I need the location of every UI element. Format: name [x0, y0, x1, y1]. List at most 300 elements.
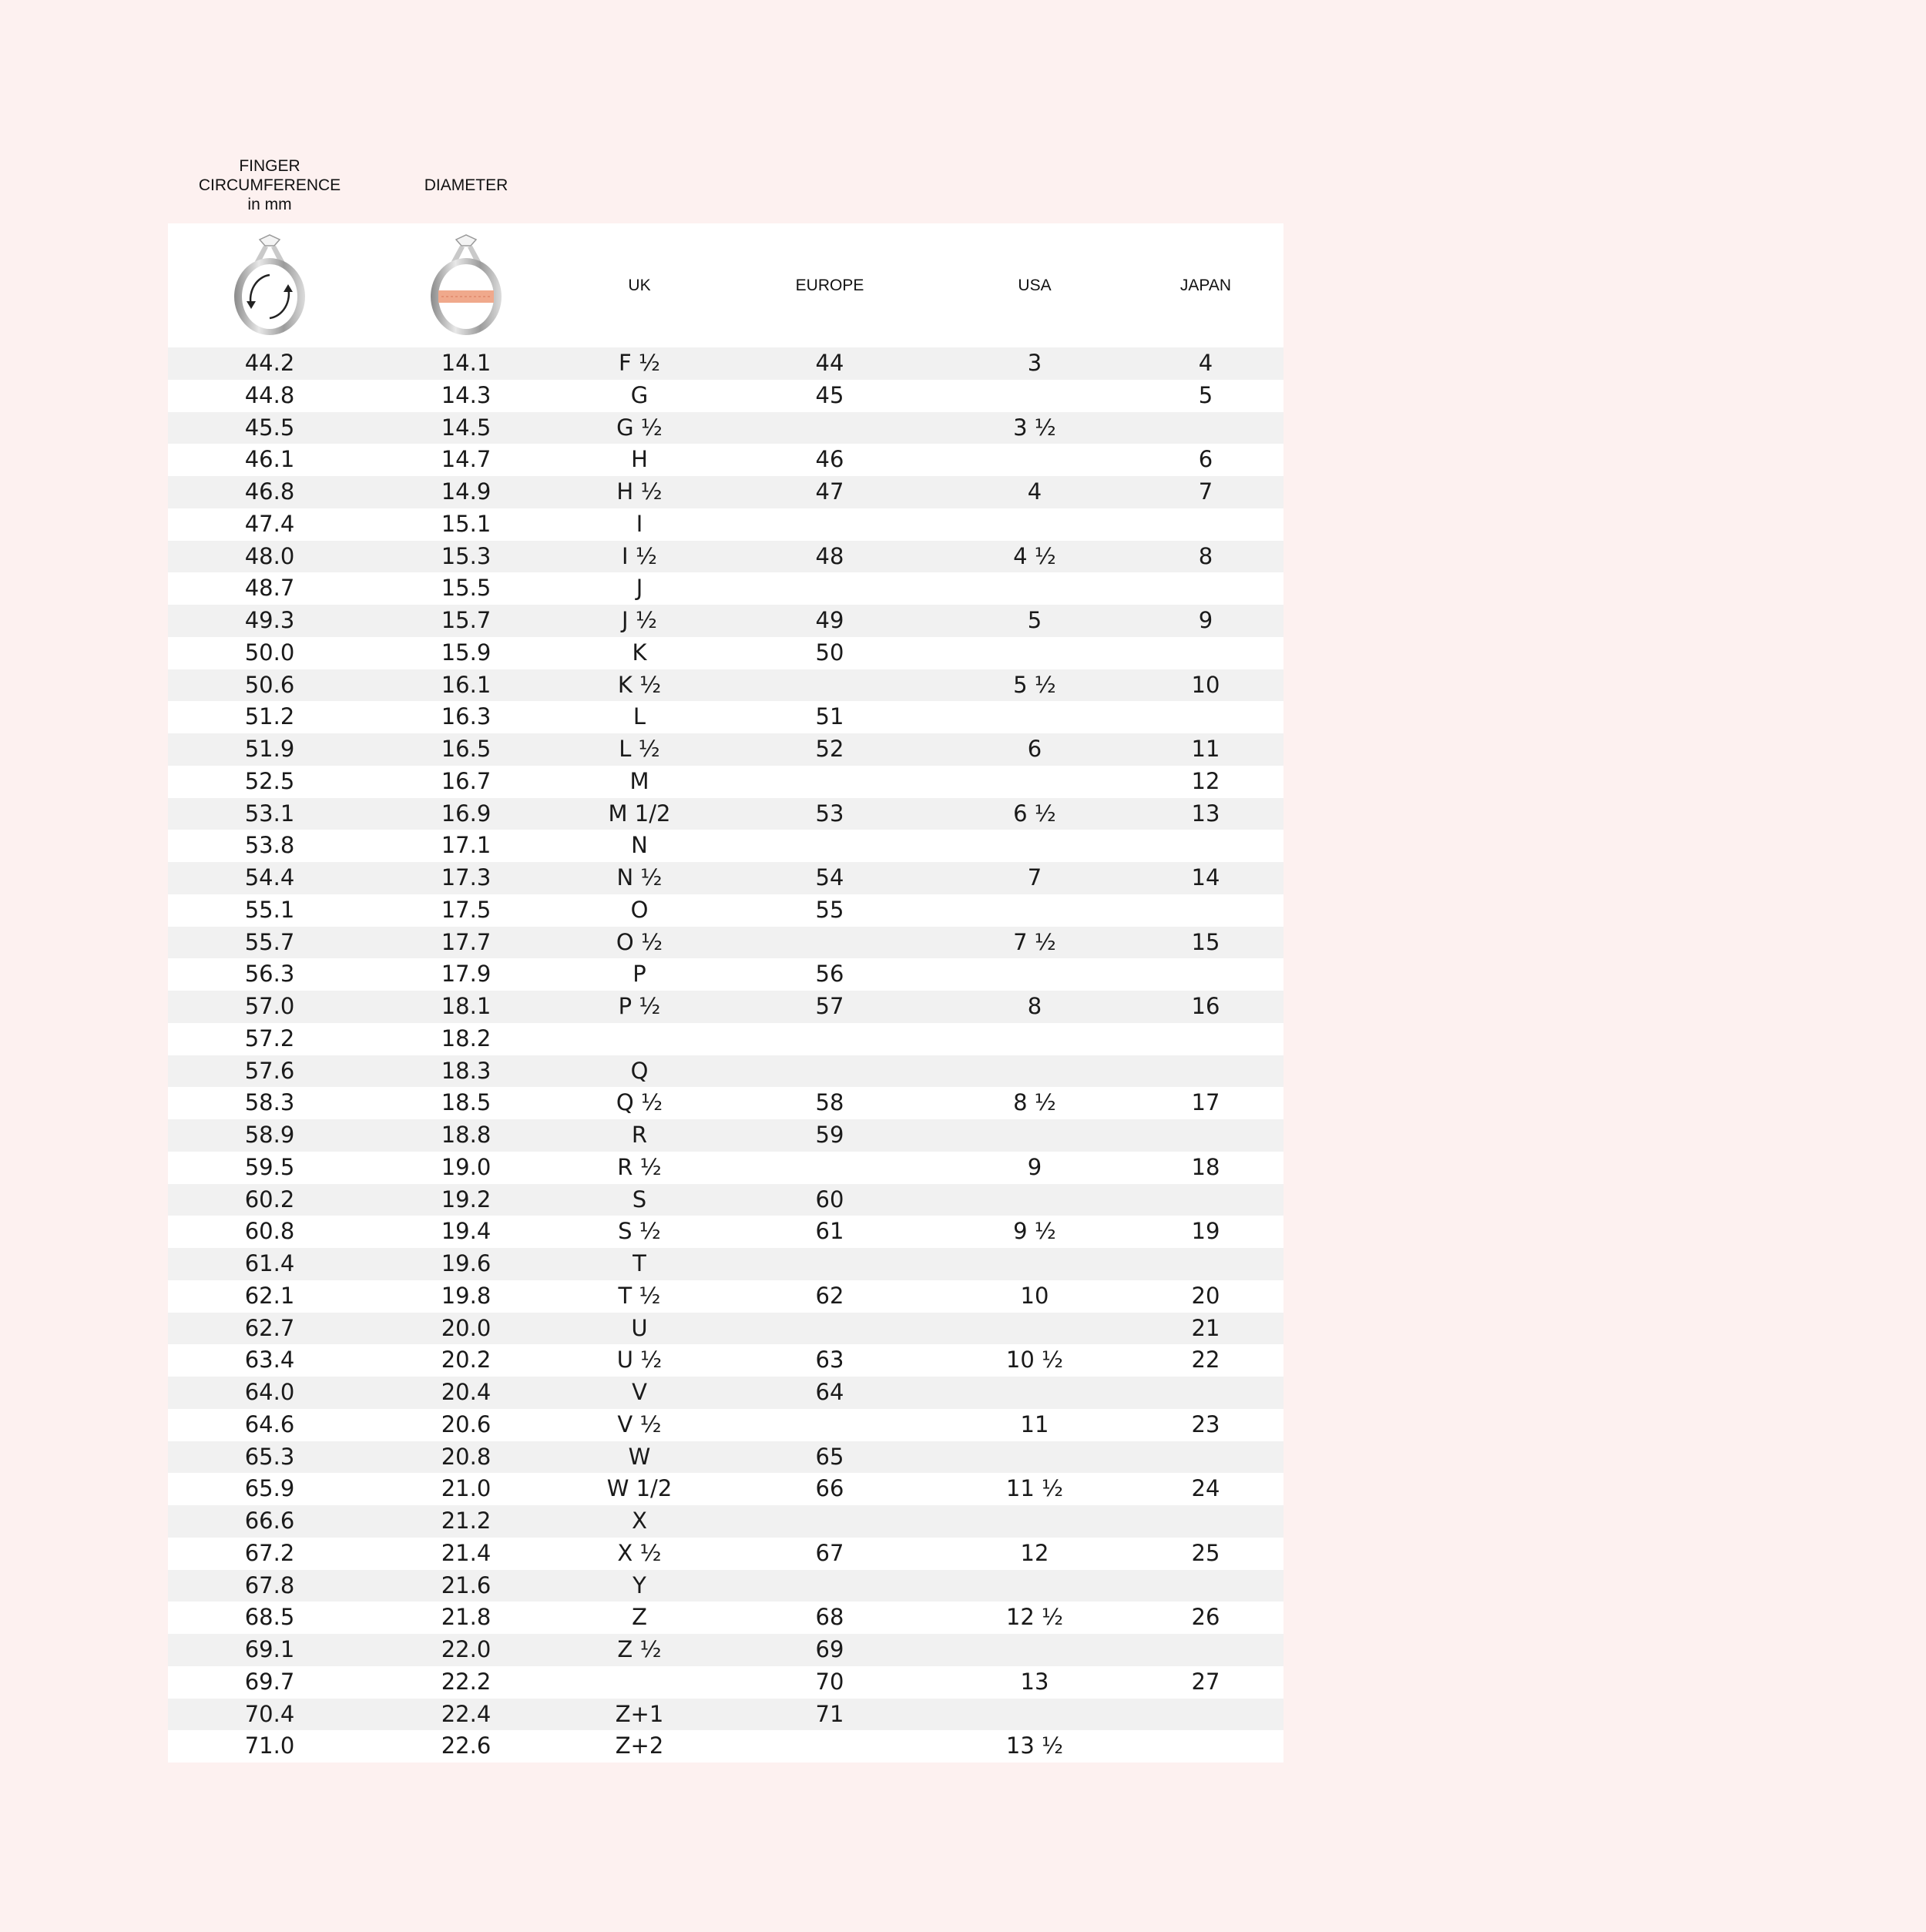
- uk-cell: Q ½: [616, 1089, 663, 1116]
- diameter-cell: 15.5: [441, 575, 492, 602]
- europe-cell: [718, 1023, 941, 1055]
- usa-cell: 5 ½: [1013, 671, 1056, 698]
- usa-cell: 11 ½: [1005, 1475, 1064, 1502]
- japan-cell: [1128, 637, 1283, 669]
- japan-cell: 4: [1198, 350, 1213, 376]
- table-row: [168, 412, 1283, 444]
- europe-cell: [718, 1152, 941, 1184]
- usa-cell: [941, 830, 1128, 862]
- diameter-cell: 14.3: [441, 381, 492, 408]
- uk-cell: S ½: [618, 1218, 661, 1245]
- japan-cell: 16: [1191, 993, 1220, 1019]
- uk-cell: T ½: [618, 1282, 661, 1309]
- europe-cell: 54: [815, 864, 844, 891]
- usa-cell: 5: [1027, 607, 1042, 633]
- uk-cell: Y: [632, 1571, 646, 1598]
- europe-cell: 53: [815, 800, 844, 827]
- diameter-cell: 21.0: [441, 1475, 492, 1502]
- europe-cell: 57: [815, 993, 844, 1019]
- europe-cell: 45: [815, 381, 844, 408]
- table-row: [168, 1248, 1283, 1280]
- europe-cell: [718, 830, 941, 862]
- diameter-cell: 16.7: [441, 767, 492, 794]
- uk-cell: L: [632, 703, 646, 730]
- diameter-cell: 18.2: [441, 1025, 492, 1052]
- uk-cell: V: [632, 1379, 647, 1405]
- uk-cell: Q: [630, 1057, 649, 1084]
- europe-cell: [718, 1570, 941, 1602]
- circumference-cell: 65.3: [244, 1443, 295, 1470]
- circumference-cell: 46.1: [244, 446, 295, 473]
- uk-cell: J: [636, 575, 643, 602]
- diameter-cell: 15.1: [441, 510, 492, 537]
- europe-cell: 66: [815, 1475, 844, 1502]
- usa-cell: [941, 1570, 1128, 1602]
- table-row: [168, 1699, 1283, 1731]
- japan-cell: 6: [1198, 446, 1213, 473]
- uk-cell: [561, 1023, 718, 1055]
- table-row: [168, 1441, 1283, 1474]
- japan-cell: [1128, 701, 1283, 733]
- uk-cell: W: [628, 1443, 651, 1470]
- circumference-cell: 57.6: [244, 1057, 295, 1084]
- diameter-cell: 21.8: [441, 1604, 492, 1631]
- circumference-cell: 64.0: [244, 1379, 295, 1405]
- europe-cell: 61: [815, 1218, 844, 1245]
- circumference-cell: 59.5: [244, 1153, 295, 1180]
- uk-cell: Z: [632, 1604, 647, 1631]
- europe-cell: 62: [815, 1282, 844, 1309]
- table-row: [168, 1409, 1283, 1441]
- circumference-cell: 70.4: [244, 1700, 295, 1727]
- circumference-cell: 71.0: [244, 1732, 295, 1759]
- table-row: [168, 830, 1283, 862]
- uk-cell: X: [632, 1508, 647, 1534]
- circumference-cell: 64.6: [244, 1410, 295, 1437]
- circumference-cell: 62.1: [244, 1282, 295, 1309]
- europe-cell: 63: [815, 1347, 844, 1374]
- table-row: [168, 927, 1283, 959]
- circumference-cell: 55.1: [244, 896, 295, 923]
- circumference-cell: 50.6: [244, 671, 295, 698]
- table-row: [168, 701, 1283, 733]
- europe-cell: 49: [815, 607, 844, 633]
- table-row: [168, 1119, 1283, 1152]
- uk-cell: V ½: [617, 1410, 662, 1437]
- circumference-cell: 69.7: [244, 1668, 295, 1695]
- diameter-cell: 20.8: [441, 1443, 492, 1470]
- usa-cell: 3 ½: [1013, 414, 1056, 441]
- europe-cell: 52: [815, 736, 844, 762]
- europe-cell: 69: [815, 1636, 844, 1662]
- circumference-cell: 48.7: [244, 575, 295, 602]
- diameter-cell: 20.4: [441, 1379, 492, 1405]
- table-row: [168, 1023, 1283, 1055]
- japan-cell: [1128, 1505, 1283, 1538]
- diameter-cell: 18.3: [441, 1057, 492, 1084]
- japan-cell: 25: [1191, 1539, 1220, 1566]
- table-row: [168, 958, 1283, 991]
- japan-cell: [1128, 1441, 1283, 1474]
- circumference-cell: 47.4: [244, 510, 295, 537]
- europe-cell: [718, 1055, 941, 1088]
- usa-cell: 8: [1027, 993, 1042, 1019]
- table-row: [168, 1505, 1283, 1538]
- table-row: [168, 862, 1283, 894]
- diameter-cell: 19.4: [441, 1218, 492, 1245]
- circumference-cell: 48.0: [244, 542, 295, 569]
- diameter-cell: 17.5: [441, 896, 492, 923]
- ring-diameter-icon: [420, 232, 512, 340]
- europe-cell: 65: [815, 1443, 844, 1470]
- uk-cell: H: [631, 446, 648, 473]
- usa-cell: 8 ½: [1013, 1089, 1056, 1116]
- table-body: [168, 347, 1283, 1763]
- europe-cell: 46: [815, 446, 844, 473]
- japan-cell: 19: [1191, 1218, 1220, 1245]
- usa-cell: 11: [1020, 1410, 1049, 1437]
- circumference-cell: 66.6: [244, 1508, 295, 1534]
- usa-cell: [941, 1377, 1128, 1409]
- uk-cell: G: [630, 381, 649, 408]
- uk-header: UK: [628, 276, 651, 294]
- table-row: [168, 637, 1283, 669]
- table-row: [168, 669, 1283, 702]
- uk-cell: R: [631, 1122, 648, 1148]
- table-row: [168, 798, 1283, 830]
- table-row: [168, 1730, 1283, 1763]
- table-row: [168, 1184, 1283, 1216]
- ring-size-table: [168, 223, 1283, 1763]
- diameter-cell: 17.3: [441, 864, 492, 891]
- table-row: [168, 1280, 1283, 1313]
- usa-cell: 12 ½: [1005, 1604, 1064, 1631]
- europe-cell: 64: [815, 1379, 844, 1405]
- usa-cell: 7 ½: [1013, 928, 1056, 955]
- usa-cell: 9 ½: [1013, 1218, 1056, 1245]
- japan-cell: 14: [1191, 864, 1220, 891]
- uk-cell: I: [636, 510, 643, 537]
- japan-header: JAPAN: [1179, 276, 1232, 294]
- usa-header: USA: [1018, 276, 1052, 294]
- japan-cell: 23: [1191, 1410, 1220, 1437]
- europe-cell: 51: [815, 703, 844, 730]
- circumference-cell: 45.5: [244, 414, 295, 441]
- circumference-cell: 57.2: [244, 1025, 295, 1052]
- circumference-cell: 55.7: [244, 928, 295, 955]
- circumference-header: [168, 223, 371, 347]
- uk-cell: W 1/2: [606, 1475, 673, 1502]
- europe-cell: 70: [815, 1668, 844, 1695]
- uk-cell: P ½: [618, 993, 661, 1019]
- circumference-cell: 53.1: [244, 800, 295, 827]
- usa-cell: 6 ½: [1013, 800, 1056, 827]
- table-row: [168, 1344, 1283, 1377]
- uk-cell: M: [629, 767, 649, 794]
- japan-cell: [1128, 572, 1283, 605]
- usa-cell: [941, 1055, 1128, 1088]
- diameter-title: DIAMETER: [424, 176, 508, 194]
- usa-cell: 3: [1027, 350, 1042, 376]
- uk-cell: P: [632, 961, 646, 988]
- diameter-cell: 20.0: [441, 1314, 492, 1341]
- europe-cell: [718, 1248, 941, 1280]
- europe-cell: 44: [815, 350, 844, 376]
- table-row: [168, 347, 1283, 380]
- europe-cell: [718, 669, 941, 702]
- japan-cell: 11: [1191, 736, 1220, 762]
- circumference-cell: 51.9: [244, 736, 295, 762]
- uk-cell: H ½: [616, 478, 663, 505]
- circumference-cell: 61.4: [244, 1250, 295, 1276]
- europe-cell: [718, 1313, 941, 1345]
- uk-cell: Z+1: [615, 1700, 664, 1727]
- europe-cell: [718, 508, 941, 541]
- diameter-cell: 16.5: [441, 736, 492, 762]
- diameter-cell: 18.1: [441, 993, 492, 1019]
- table-row: [168, 605, 1283, 637]
- diameter-cell: 15.3: [441, 542, 492, 569]
- japan-cell: 17: [1191, 1089, 1220, 1116]
- table-row: [168, 733, 1283, 766]
- diameter-cell: 16.9: [441, 800, 492, 827]
- table-row: [168, 894, 1283, 927]
- table-row: [168, 1570, 1283, 1602]
- japan-cell: [1128, 1055, 1283, 1088]
- diameter-cell: 17.7: [441, 928, 492, 955]
- ring-circumference-icon: [223, 232, 316, 340]
- japan-cell: 27: [1191, 1668, 1220, 1695]
- usa-cell: 10: [1020, 1282, 1049, 1309]
- japan-cell: 24: [1191, 1475, 1220, 1502]
- uk-cell: O: [630, 896, 649, 923]
- usa-cell: [941, 766, 1128, 798]
- europe-cell: 71: [815, 1700, 844, 1727]
- uk-cell: M 1/2: [608, 800, 671, 827]
- usa-cell: [941, 508, 1128, 541]
- europe-cell: 58: [815, 1089, 844, 1116]
- usa-cell: 13 ½: [1005, 1732, 1064, 1759]
- diameter-cell: 20.2: [441, 1347, 492, 1374]
- japan-cell: 10: [1191, 671, 1220, 698]
- diameter-cell: 14.5: [441, 414, 492, 441]
- diameter-cell: 15.7: [441, 607, 492, 633]
- usa-cell: [941, 1184, 1128, 1216]
- diameter-cell: 19.2: [441, 1186, 492, 1213]
- europe-cell: [718, 1505, 941, 1538]
- diameter-cell: 18.8: [441, 1122, 492, 1148]
- table-row: [168, 1152, 1283, 1184]
- europe-cell: 60: [815, 1186, 844, 1213]
- japan-cell: [1128, 894, 1283, 927]
- circumference-cell: 52.5: [244, 767, 295, 794]
- table-row: [168, 1634, 1283, 1666]
- japan-cell: 5: [1198, 381, 1213, 408]
- uk-cell: L ½: [619, 736, 660, 762]
- usa-cell: [941, 1634, 1128, 1666]
- circumference-cell: 46.8: [244, 478, 295, 505]
- diameter-cell: 17.9: [441, 961, 492, 988]
- table-row: [168, 572, 1283, 605]
- circumference-cell: 62.7: [244, 1314, 295, 1341]
- table-row: [168, 1087, 1283, 1119]
- europe-cell: 48: [815, 542, 844, 569]
- diameter-cell: 16.1: [441, 671, 492, 698]
- uk-cell: [561, 1666, 718, 1699]
- usa-cell: 4: [1027, 478, 1042, 505]
- diameter-cell: 14.1: [441, 350, 492, 376]
- usa-cell: 12: [1020, 1539, 1049, 1566]
- diameter-cell: 17.1: [441, 832, 492, 859]
- usa-cell: [941, 444, 1128, 476]
- europe-cell: [718, 766, 941, 798]
- europe-cell: 55: [815, 896, 844, 923]
- column-titles: [168, 156, 1283, 218]
- usa-cell: 6: [1027, 736, 1042, 762]
- japan-cell: [1128, 958, 1283, 991]
- europe-cell: 68: [815, 1604, 844, 1631]
- usa-cell: [941, 894, 1128, 927]
- table-row: [168, 444, 1283, 476]
- table-row: [168, 1313, 1283, 1345]
- usa-cell: [941, 572, 1128, 605]
- japan-cell: 13: [1191, 800, 1220, 827]
- uk-cell: R ½: [617, 1153, 662, 1180]
- usa-cell: [941, 1505, 1128, 1538]
- diameter-cell: 16.3: [441, 703, 492, 730]
- usa-cell: [941, 958, 1128, 991]
- uk-cell: O ½: [616, 928, 663, 955]
- japan-cell: [1128, 1634, 1283, 1666]
- europe-cell: [718, 1730, 941, 1763]
- circumference-cell: 63.4: [244, 1347, 295, 1374]
- table-row: [168, 541, 1283, 573]
- uk-cell: U ½: [616, 1347, 663, 1374]
- circumference-cell: 58.3: [244, 1089, 295, 1116]
- circumference-cell: 53.8: [244, 832, 295, 859]
- table-row: [168, 1055, 1283, 1088]
- uk-cell: G ½: [616, 414, 663, 441]
- japan-cell: 26: [1191, 1604, 1220, 1631]
- japan-cell: 18: [1191, 1153, 1220, 1180]
- uk-cell: U: [631, 1314, 648, 1341]
- japan-cell: [1128, 1699, 1283, 1731]
- japan-cell: [1128, 1730, 1283, 1763]
- usa-cell: [941, 1441, 1128, 1474]
- usa-cell: 9: [1027, 1153, 1042, 1180]
- circumference-cell: 65.9: [244, 1475, 295, 1502]
- table-header-row: [168, 223, 1283, 347]
- europe-cell: [718, 927, 941, 959]
- usa-cell: 4 ½: [1013, 542, 1056, 569]
- uk-cell: K ½: [617, 671, 662, 698]
- usa-cell: 13: [1020, 1668, 1049, 1695]
- circumference-cell: 44.8: [244, 381, 295, 408]
- circumference-cell: 51.2: [244, 703, 295, 730]
- uk-cell: F ½: [618, 350, 660, 376]
- uk-cell: I ½: [622, 542, 657, 569]
- japan-cell: [1128, 1248, 1283, 1280]
- circumference-cell: 67.2: [244, 1539, 295, 1566]
- usa-cell: 10 ½: [1005, 1347, 1064, 1374]
- europe-cell: 50: [815, 639, 844, 666]
- europe-cell: [718, 572, 941, 605]
- usa-cell: [941, 1023, 1128, 1055]
- uk-cell: Z ½: [617, 1636, 662, 1662]
- table-row: [168, 766, 1283, 798]
- usa-cell: 7: [1027, 864, 1042, 891]
- diameter-cell: 14.9: [441, 478, 492, 505]
- europe-cell: 56: [815, 961, 844, 988]
- circumference-cell: 56.3: [244, 961, 295, 988]
- japan-cell: 7: [1198, 478, 1213, 505]
- uk-cell: N: [631, 832, 648, 859]
- uk-cell: Z+2: [615, 1732, 664, 1759]
- japan-cell: [1128, 1119, 1283, 1152]
- circumference-cell: 60.8: [244, 1218, 295, 1245]
- circumference-cell: 57.0: [244, 993, 295, 1019]
- diameter-cell: 22.0: [441, 1636, 492, 1662]
- japan-cell: 8: [1198, 542, 1213, 569]
- europe-header: EUROPE: [795, 276, 864, 294]
- circumference-cell: 44.2: [244, 350, 295, 376]
- diameter-cell: 22.2: [441, 1668, 492, 1695]
- usa-cell: [941, 1699, 1128, 1731]
- circumference-cell: 69.1: [244, 1636, 295, 1662]
- uk-cell: X ½: [617, 1539, 662, 1566]
- circumference-title: FINGER CIRCUMFERENCE in mm: [198, 157, 341, 213]
- diameter-cell: 21.6: [441, 1571, 492, 1598]
- japan-cell: [1128, 1570, 1283, 1602]
- table-row: [168, 508, 1283, 541]
- europe-cell: 67: [815, 1539, 844, 1566]
- circumference-cell: 68.5: [244, 1604, 295, 1631]
- diameter-header: [371, 223, 561, 347]
- table-row: [168, 1216, 1283, 1248]
- japan-cell: [1128, 412, 1283, 444]
- japan-cell: [1128, 508, 1283, 541]
- table-row: [168, 380, 1283, 412]
- table-row: [168, 476, 1283, 508]
- diameter-cell: 22.4: [441, 1700, 492, 1727]
- usa-cell: [941, 380, 1128, 412]
- uk-cell: T: [632, 1250, 646, 1276]
- uk-cell: N ½: [616, 864, 663, 891]
- usa-cell: [941, 701, 1128, 733]
- uk-cell: J ½: [622, 607, 657, 633]
- circumference-cell: 58.9: [244, 1122, 295, 1148]
- circumference-cell: 67.8: [244, 1571, 295, 1598]
- europe-cell: 47: [815, 478, 844, 505]
- japan-cell: [1128, 830, 1283, 862]
- circumference-cell: 60.2: [244, 1186, 295, 1213]
- japan-cell: 20: [1191, 1282, 1220, 1309]
- japan-cell: 21: [1191, 1314, 1220, 1341]
- usa-cell: [941, 1248, 1128, 1280]
- japan-cell: 9: [1198, 607, 1213, 633]
- europe-cell: 59: [815, 1122, 844, 1148]
- japan-cell: [1128, 1023, 1283, 1055]
- diameter-cell: 22.6: [441, 1732, 492, 1759]
- diameter-cell: 19.6: [441, 1250, 492, 1276]
- table-row: [168, 1602, 1283, 1634]
- japan-cell: 12: [1191, 767, 1220, 794]
- diameter-cell: 15.9: [441, 639, 492, 666]
- usa-cell: [941, 637, 1128, 669]
- uk-cell: K: [632, 639, 647, 666]
- table-row: [168, 1473, 1283, 1505]
- table-row: [168, 991, 1283, 1023]
